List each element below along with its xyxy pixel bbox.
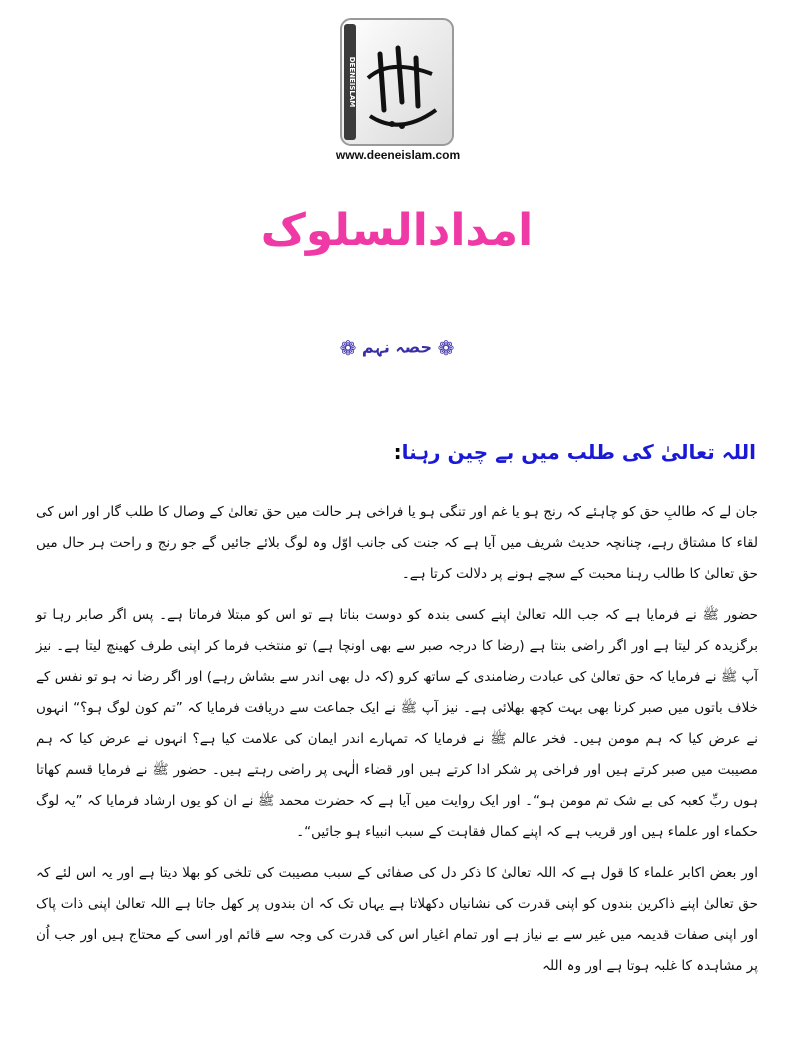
ornament-right-icon: ❁ [437,336,455,360]
part-title-ornament [0,336,794,360]
ornament-left-icon: ❁ [339,336,357,360]
deeneislam-logo-icon [340,18,454,146]
book-title: امدادالسلوک [260,205,534,256]
article-body [36,497,758,992]
website-url: www.deeneislam.com [335,148,461,162]
site-logo [318,18,478,168]
part-title: حصہ نہم [361,337,433,357]
paragraph-2: حضور ﷺ نے فرمایا ہے کہ جب اللہ تعالیٰ اپنے کسی بندہ کو دوست بناتا ہے تو اس کو مبتلا فرماتا ہے۔ پس اگر صابر رہا تو برگزیدہ کر لیتا ہے اور اگر راضی بنتا ہے (رضا کا درجہ صبر سے بھی اونچا ہے) تو منتخب فرما کر اپنی طرف کھینچ لیتا ہے۔ نیز آپ ﷺ نے فرمایا کہ حق تعالیٰ کی عبادت رضامندی کے ساتھ کرو (کہ دل بھی اندر سے بشاش رہے) اور اگر رضا نہ ہو تو نفس کے خلاف باتوں میں صبر کرنا بھی بہت کچھ بھلائی ہے۔ نیز آپ ﷺ نے ایک جماعت سے دریافت فرمایا کہ ”تم کون لوگ ہو؟“ انہوں نے عرض کیا کہ ہم مومن ہیں۔ فخر عالم ﷺ نے فرمایا کہ تمہارے اندر ایمان کی علامت کیا ہے؟ انہوں نے عرض کیا کہ ہم مصیبت میں صبر کرتے ہیں اور فراخی پر شکر ادا کرتے ہیں اور قضاء الٰہی پر راضی رہتے ہیں۔ حضور ﷺ نے فرمایا قسم کھاتا ہوں ربِّ کعبہ کی بے شک تم مومن ہو“۔ اور ایک روایت میں آیا ہے کہ حضرت محمد ﷺ نے ان کو یوں ارشاد فرمایا کہ ”یہ لوگ حکماء اور علماء ہیں اور قریب ہے کہ اپنے کمال فقاہت کے سبب انبیاء ہو جائیں“۔ [36,607,758,840]
logo-brand-text: DEENEISLAM [348,56,356,108]
paragraph-1: جان لے کہ طالبِ حق کو چاہئے کہ رنج ہو یا غم اور تنگی ہو یا فراخی ہر حالت میں حق تعالیٰ کے وصال کا طلب گار اور اس کی لقاء کا مشتاق رہے، چنانچہ حدیث شریف میں آیا ہے کہ جنت کی جانب اوّل وہ لوگ بلائے جائیں گے جو رنج و راحت ہر حال میں حق تعالیٰ کا طالب رہنا محبت کے سچے ہونے پر دلالت کرتا ہے۔ [36,504,758,582]
paragraph-3: اور بعض اکابر علماء کا قول ہے کہ اللہ تعالیٰ کا ذکر دل کی صفائی کے سبب مصیبت کی تلخی کو بھلا دیتا ہے اور یہ اس لئے کہ حق تعالیٰ اپنے ذاکرین بندوں کو اپنی قدرت کی نشانیاں دکھلاتا ہے یہاں تک کہ ان بندوں پر کھل جاتا ہے اللہ تعالیٰ اپنی ذات پاک اور اپنی صفات قدیمہ میں غیر سے بے نیاز ہے اور تمام اغیار اس کی قدرت کی وجہ سے قائم اور اسی کے محتاج ہیں اور جب اُن پر مشاہدہ کا غلبہ ہوتا ہے اور وہ اللہ [36,865,758,974]
section-heading-wrap: اللہ تعالیٰ کی طلب میں بے چین رہنا: [393,440,756,464]
section-heading: اللہ تعالیٰ کی طلب میں بے چین رہنا [401,440,756,464]
